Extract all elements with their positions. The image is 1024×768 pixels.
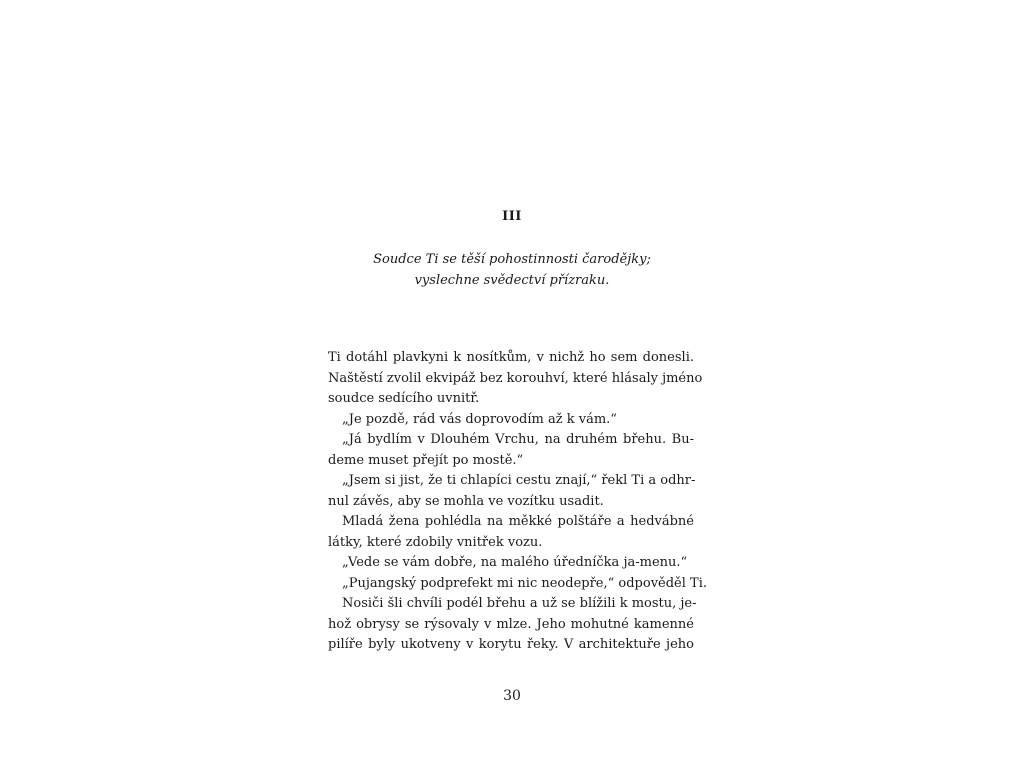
text-line: Ti dotáhl plavkyni k nosítkům, v nichž ho sem donesli.	[328, 350, 694, 365]
text-line: „Já bydlím v Dlouhém Vrchu, na druhém břehu. Bu-	[342, 432, 694, 447]
text-line: soudce sedícího uvnitř.	[328, 391, 480, 406]
chapter-subtitle-line: Soudce Ti se těší pohostinnosti čarodějky;	[373, 252, 651, 267]
body-text	[328, 348, 708, 656]
text-line: „Je pozdě, rád vás doprovodím až k vám.“	[342, 411, 617, 427]
text-line: Naštěstí zvolil ekvipáž bez korouhví, které hlásaly jméno	[328, 370, 703, 386]
chapter-subtitle	[312, 249, 712, 291]
text-line: látky, které zdobily vnitřek vozu.	[328, 534, 543, 550]
text-line: hož obrysy se rýsovaly v mlze. Jeho mohutné kamenné	[328, 616, 694, 632]
chapter-number: III	[502, 209, 522, 224]
text-line: „Jsem si jist, že ti chlapíci cestu znají,“ řekl Ti a odhr-	[342, 473, 696, 488]
text-line: Nosiči šli chvíli podél břehu a už se blížili k mostu, je-	[342, 596, 697, 611]
text-line: deme muset přejít po mostě.“	[328, 452, 524, 468]
text-line: „Pujangský podprefekt mi nic neodepře,“ odpověděl Ti.	[342, 575, 708, 591]
chapter-subtitle-line: vyslechne svědectví přízraku.	[414, 273, 610, 288]
page-number: 30	[503, 688, 521, 704]
text-line: Mladá žena pohlédla na měkké polštáře a hedvábné	[342, 514, 694, 529]
text-line: pilíře byly ukotveny v korytu řeky. V architektuře jeho	[328, 637, 694, 652]
text-line: „Vede se vám dobře, na malého úředníčka ja-menu.“	[342, 555, 688, 570]
text-line: nul závěs, aby se mohla ve vozítku usadit.	[328, 493, 604, 509]
